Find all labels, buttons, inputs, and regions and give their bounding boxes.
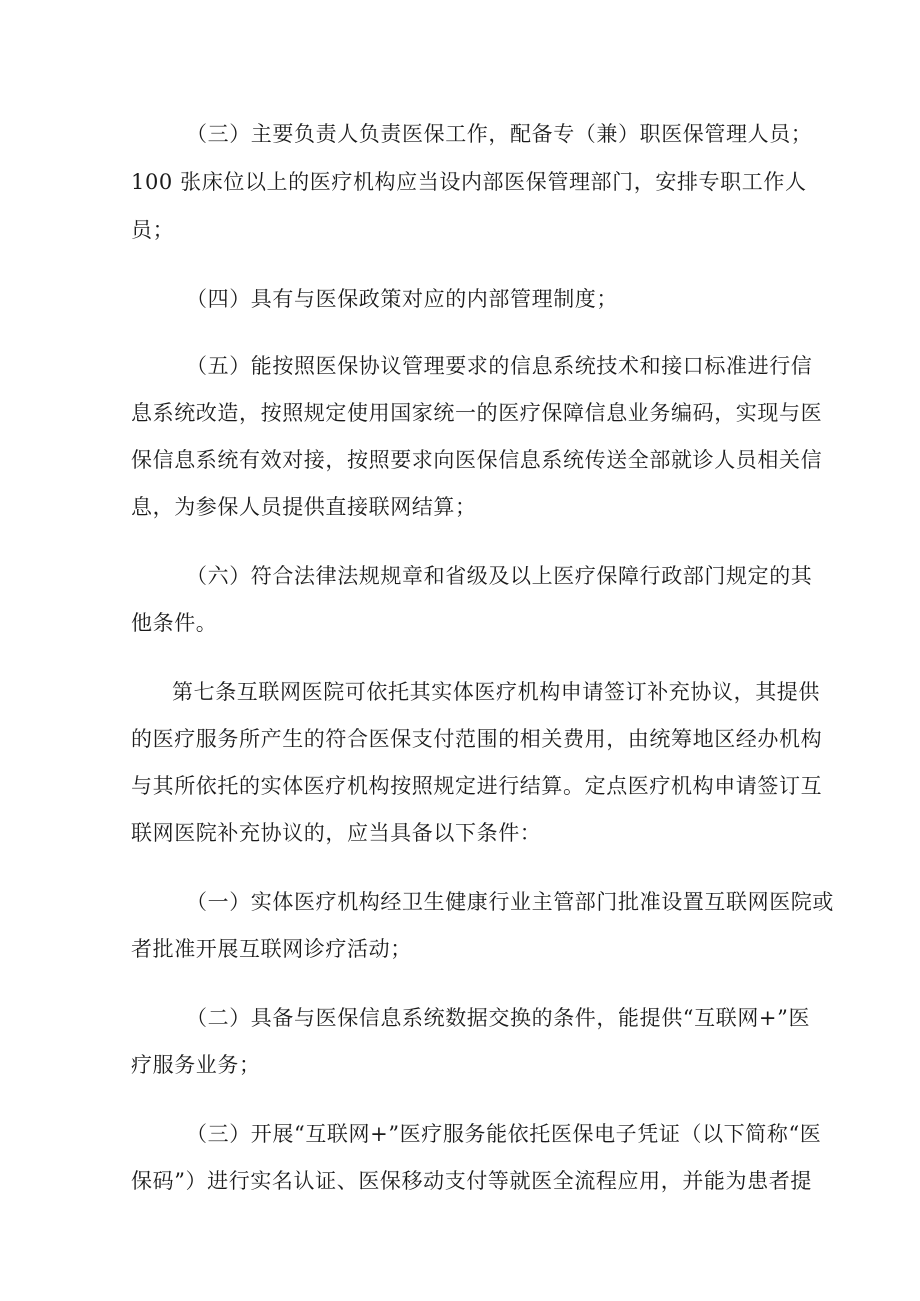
text-line: 员；	[131, 218, 175, 242]
text-line: 第七条互联网医院可依托其实体医疗机构申请签订补充协议，其提供	[172, 680, 820, 704]
text-line: 保信息系统有效对接，按照要求向医保信息系统传送全部就诊人员相关信	[131, 448, 823, 472]
text-line: （三）开展“互联网+”医疗服务能依托医保电子凭证（以下简称“医	[186, 1122, 822, 1146]
text-line: （二）具备与医保信息系统数据交换的条件，能提供“互联网+”医	[186, 1006, 811, 1030]
text-line: （一）实体医疗机构经卫生健康行业主管部门批准设置互联网医院或	[186, 890, 834, 914]
text-line: 100 张床位以上的医疗机构应当设内部医保管理部门，安排专职工作人	[131, 170, 807, 194]
text-line: （四）具有与医保政策对应的内部管理制度；	[186, 287, 618, 311]
text-line: 与其所依托的实体医疗机构按照规定进行结算。定点医疗机构申请签订互	[131, 774, 823, 798]
text-line: 联网医院补充协议的，应当具备以下条件：	[131, 821, 542, 845]
text-line: （五）能按照医保协议管理要求的信息系统技术和接口标准进行信	[186, 354, 813, 378]
text-line: 的医疗服务所产生的符合医保支付范围的相关费用，由统筹地区经办机构	[131, 727, 823, 751]
text-line: 者批准开展互联网诊疗活动；	[131, 937, 412, 961]
text-line: 息系统改造，按照规定使用国家统一的医疗保障信息业务编码，实现与医	[131, 401, 823, 425]
text-line: 疗服务业务；	[131, 1053, 261, 1077]
text-line: 保码”）进行实名认证、医保移动支付等就医全流程应用，并能为患者提	[131, 1169, 812, 1193]
text-line: （六）符合法律法规规章和省级及以上医疗保障行政部门规定的其	[186, 564, 813, 588]
text-line: 息，为参保人员提供直接联网结算；	[131, 495, 477, 519]
text-line: （三）主要负责人负责医保工作，配备专（兼）职医保管理人员；	[186, 122, 813, 146]
text-line: 他条件。	[131, 611, 218, 635]
